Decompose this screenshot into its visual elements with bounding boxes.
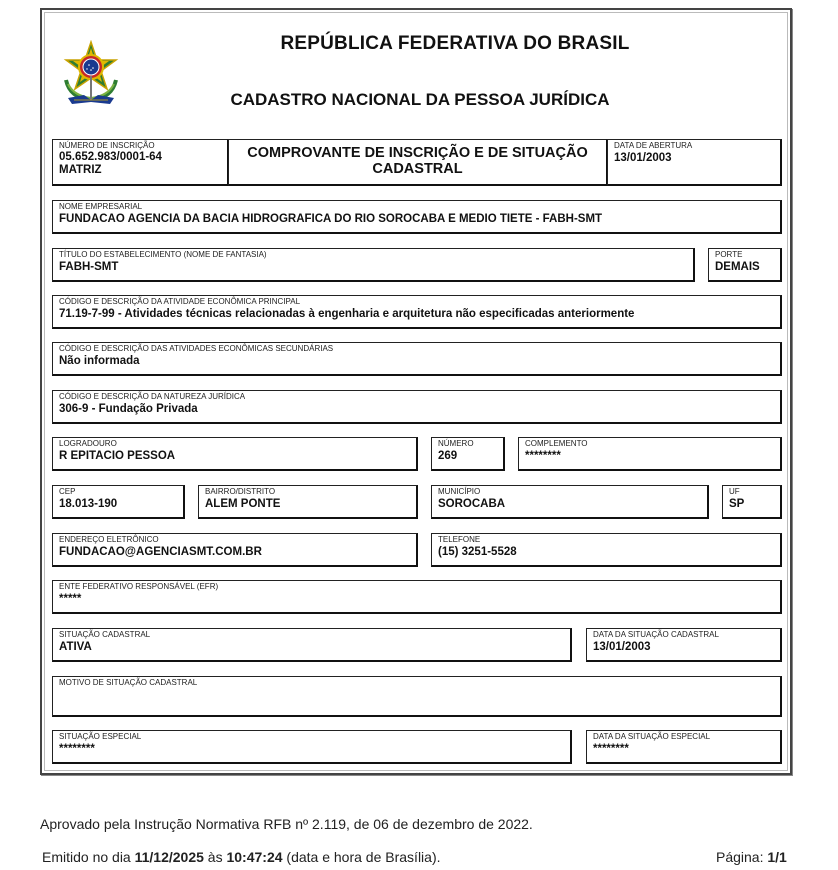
uf-field bbox=[722, 485, 782, 519]
telefone-label: TELEFONE bbox=[438, 535, 481, 544]
inscricao-field bbox=[52, 139, 229, 186]
situacao-label: SITUAÇÃO CADASTRAL bbox=[59, 630, 151, 639]
emitido-data: 11/12/2025 bbox=[134, 849, 204, 865]
data-situacao-field bbox=[586, 628, 782, 662]
abertura-value: 13/01/2003 bbox=[614, 152, 672, 164]
logradouro-label: LOGRADOURO bbox=[59, 439, 117, 448]
emitido-prefix: Emitido no dia bbox=[42, 849, 135, 865]
emitido-suffix: (data e hora de Brasília). bbox=[282, 849, 441, 865]
numero-value: 269 bbox=[438, 450, 458, 462]
email-value: FUNDACAO@AGENCIASMT.COM.BR bbox=[59, 546, 262, 558]
numero-label: NÚMERO bbox=[438, 439, 474, 448]
cep-label: CEP bbox=[59, 487, 76, 496]
bairro-field bbox=[198, 485, 418, 519]
nome-empresarial-field bbox=[52, 200, 782, 234]
inscricao-numero: 05.652.983/0001-64 bbox=[59, 151, 162, 163]
situacao-value: ATIVA bbox=[59, 641, 92, 653]
bairro-label: BAIRRO/DISTRITO bbox=[205, 487, 276, 496]
titulo-label: TÍTULO DO ESTABELECIMENTO (NOME DE FANTASIA) bbox=[59, 250, 267, 259]
titulo-value: FABH-SMT bbox=[59, 261, 119, 273]
cep-value: 18.013-190 bbox=[59, 498, 118, 510]
efr-field bbox=[52, 580, 782, 614]
data-situacao-especial-value: ******** bbox=[593, 743, 629, 755]
porte-field bbox=[708, 248, 782, 282]
uf-value: SP bbox=[729, 498, 745, 510]
inscricao-label: NÚMERO DE INSCRIÇÃO bbox=[59, 141, 155, 150]
atividades-secundarias-label: CÓDIGO E DESCRIÇÃO DAS ATIVIDADES ECONÔMICAS SECUNDÁRIAS bbox=[59, 344, 334, 353]
cep-field bbox=[52, 485, 185, 519]
data-situacao-label: DATA DA SITUAÇÃO CADASTRAL bbox=[593, 630, 719, 639]
comprovante-title-box bbox=[228, 139, 608, 186]
atividade-principal-value: 71.19-7-99 - Atividades técnicas relacionadas à engenharia e arquitetura não especificadas anteriormente bbox=[59, 308, 635, 320]
logradouro-value: R EPITACIO PESSOA bbox=[59, 450, 176, 462]
efr-value: ***** bbox=[59, 593, 82, 605]
abertura-field bbox=[607, 139, 782, 186]
data-situacao-value: 13/01/2003 bbox=[593, 641, 651, 653]
page-title: REPÚBLICA FEDERATIVA DO BRASIL bbox=[280, 33, 630, 54]
emitido-text bbox=[42, 849, 441, 865]
situacao-field bbox=[52, 628, 572, 662]
inscricao-tipo: MATRIZ bbox=[59, 164, 102, 176]
atividades-secundarias-field bbox=[52, 342, 782, 376]
efr-label: ENTE FEDERATIVO RESPONSÁVEL (EFR) bbox=[59, 582, 219, 591]
atividade-principal-field bbox=[52, 295, 782, 329]
uf-label: UF bbox=[729, 487, 740, 496]
pagina-prefix: Página: bbox=[716, 849, 768, 865]
atividades-secundarias-value: Não informada bbox=[59, 355, 140, 367]
complemento-value: ******** bbox=[525, 450, 561, 462]
titulo-field bbox=[52, 248, 695, 282]
complemento-label: COMPLEMENTO bbox=[525, 439, 588, 448]
porte-label: PORTE bbox=[715, 250, 743, 259]
email-field bbox=[52, 533, 418, 567]
abertura-label: DATA DE ABERTURA bbox=[614, 141, 693, 150]
emitido-mid: às bbox=[203, 849, 227, 865]
porte-value: DEMAIS bbox=[715, 261, 760, 273]
comprovante-title-line2: CADASTRAL bbox=[372, 161, 463, 177]
situacao-especial-value: ******** bbox=[59, 743, 95, 755]
brasil-coat-of-arms-icon bbox=[60, 40, 122, 106]
email-label: ENDEREÇO ELETRÔNICO bbox=[59, 535, 159, 544]
emitido-hora: 10:47:24 bbox=[226, 849, 283, 865]
logradouro-field bbox=[52, 437, 418, 471]
situacao-especial-field bbox=[52, 730, 572, 764]
data-situacao-especial-label: DATA DA SITUAÇÃO ESPECIAL bbox=[593, 732, 711, 741]
data-situacao-especial-field bbox=[586, 730, 782, 764]
numero-field bbox=[431, 437, 505, 471]
telefone-field bbox=[431, 533, 782, 567]
natureza-juridica-label: CÓDIGO E DESCRIÇÃO DA NATUREZA JURÍDICA bbox=[59, 392, 246, 401]
municipio-value: SOROCABA bbox=[438, 498, 506, 510]
page-subtitle: CADASTRO NACIONAL DA PESSOA JURÍDICA bbox=[230, 90, 610, 109]
natureza-juridica-value: 306-9 - Fundação Privada bbox=[59, 403, 198, 415]
motivo-label: MOTIVO DE SITUAÇÃO CADASTRAL bbox=[59, 678, 198, 687]
bairro-value: ALEM PONTE bbox=[205, 498, 281, 510]
telefone-value: (15) 3251-5528 bbox=[438, 546, 517, 558]
municipio-field bbox=[431, 485, 709, 519]
motivo-field bbox=[52, 676, 782, 717]
municipio-label: MUNICÍPIO bbox=[438, 487, 481, 496]
pagina-value: 1/1 bbox=[767, 849, 787, 865]
complemento-field bbox=[518, 437, 782, 471]
situacao-especial-label: SITUAÇÃO ESPECIAL bbox=[59, 732, 142, 741]
aprovado-text: Aprovado pela Instrução Normativa RFB nº 2.119, de 06 de dezembro de 2022. bbox=[40, 816, 533, 832]
pagina-text bbox=[716, 849, 787, 865]
natureza-juridica-field bbox=[52, 390, 782, 424]
nome-empresarial-label: NOME EMPRESARIAL bbox=[59, 202, 143, 211]
comprovante-title-line1: COMPROVANTE DE INSCRIÇÃO E DE SITUAÇÃO bbox=[247, 145, 588, 161]
nome-empresarial-value: FUNDACAO AGENCIA DA BACIA HIDROGRAFICA DO RIO SOROCABA E MEDIO TIETE - FABH-SMT bbox=[59, 213, 603, 225]
atividade-principal-label: CÓDIGO E DESCRIÇÃO DA ATIVIDADE ECONÔMICA PRINCIPAL bbox=[59, 297, 301, 306]
